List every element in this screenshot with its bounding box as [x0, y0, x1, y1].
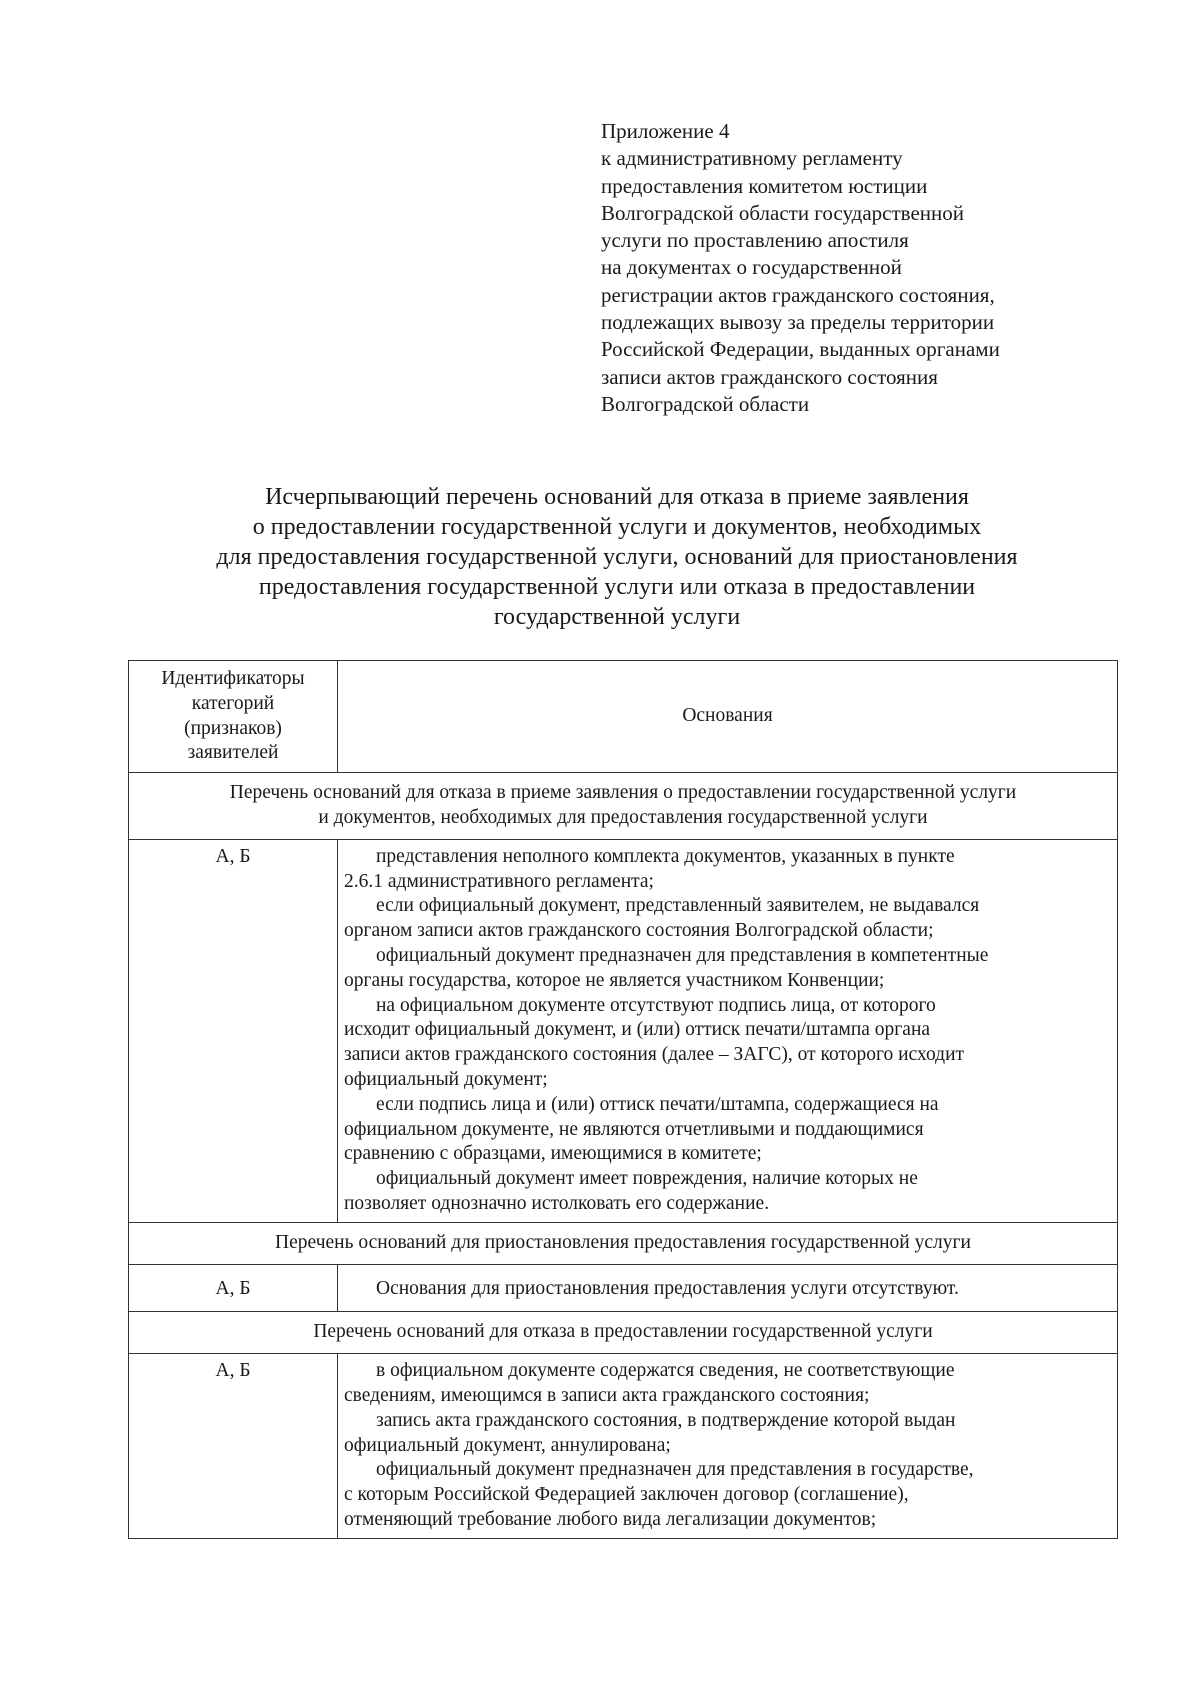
- basis-line: если официальный документ, представленный заявителем, не выдавался: [376, 895, 980, 917]
- basis-line: органом записи актов гражданского состояния Волгоградской области;: [344, 920, 934, 942]
- appendix-line: предоставления комитетом юстиции: [601, 173, 928, 198]
- basis-line: на официальном документе отсутствуют подпись лица, от которого: [376, 994, 936, 1016]
- title-line: Исчерпывающий перечень оснований для отказа в приеме заявления: [265, 484, 969, 510]
- basis-line: с которым Российской Федерацией заключен договор (соглашение),: [344, 1484, 909, 1506]
- basis-line: запись акта гражданского состояния, в подтверждение которой выдан: [376, 1409, 956, 1431]
- header-identifiers-line: категорий: [191, 692, 275, 714]
- appendix-line: Российской Федерации, выданных органами: [601, 337, 1000, 362]
- appendix-line: Волгоградской области государственной: [601, 200, 964, 225]
- section-title-row: [129, 1312, 1118, 1354]
- header-identifiers-cell: [129, 661, 338, 773]
- grounds-table: [128, 660, 1118, 1539]
- header-identifiers-line: Идентификаторы: [161, 668, 305, 689]
- appendix-line: Приложение 4: [601, 119, 730, 143]
- appendix-line: к административному регламенту: [601, 146, 903, 171]
- basis-line: сравнению с образцами, имеющимися в комитете;: [344, 1143, 762, 1165]
- basis-line: официальный документ;: [344, 1068, 548, 1090]
- appendix-line: Волгоградской области: [601, 391, 810, 416]
- appendix-line: услуги по проставлению апостиля: [601, 228, 909, 253]
- basis-line: официальный документ имеет повреждения, наличие которых не: [376, 1168, 918, 1190]
- basis-cell: [338, 839, 1118, 1222]
- appendix-line: подлежащих вывозу за пределы территории: [601, 310, 995, 335]
- section-title-refusal-service: Перечень оснований для отказа в предоставлении государственной услуги: [129, 1312, 1118, 1354]
- section-title-refusal-acceptance: [129, 773, 1118, 840]
- basis-line: официальный документ предназначен для представления в компетентные: [376, 944, 989, 966]
- title-line: о предоставлении государственной услуги и документов, необходимых: [252, 514, 982, 540]
- section-title-row: [129, 773, 1118, 840]
- document-title: [120, 482, 1114, 632]
- title-line: предоставления государственной услуги или отказа в предоставлении: [258, 574, 976, 600]
- applicant-id-cell: А, Б: [129, 1354, 338, 1539]
- section-title-suspension: Перечень оснований для приостановления предоставления государственной услуги: [129, 1222, 1118, 1264]
- applicant-id-cell: А, Б: [129, 1264, 338, 1312]
- basis-line: органы государства, которое не является участником Конвенции;: [344, 969, 885, 991]
- section-title-line: Перечень оснований для отказа в приеме заявления о предоставлении государственной услуги: [229, 782, 1017, 804]
- appendix-note: [601, 118, 1121, 418]
- basis-cell: [338, 1354, 1118, 1539]
- basis-line: официальный документ, аннулирована;: [344, 1434, 671, 1456]
- table-row: [129, 1354, 1118, 1539]
- title-line: государственной услуги: [493, 604, 741, 630]
- basis-line: официальный документ предназначен для представления в государстве,: [376, 1459, 974, 1481]
- applicant-id-cell: А, Б: [129, 839, 338, 1222]
- basis-line: исходит официальный документ, и (или) оттиск печати/штампа органа: [344, 1019, 931, 1041]
- section-title-line: и документов, необходимых для предоставления государственной услуги: [318, 806, 928, 828]
- title-line: для предоставления государственной услуги, оснований для приостановления: [216, 544, 1018, 570]
- basis-line: представления неполного комплекта документов, указанных в пункте: [376, 845, 955, 867]
- basis-line: в официальном документе содержатся сведения, не соответствующие: [376, 1360, 955, 1382]
- section-title-row: [129, 1222, 1118, 1264]
- table-header-row: [129, 661, 1118, 773]
- header-identifiers-line: заявителей: [187, 742, 279, 764]
- table-row: [129, 1264, 1118, 1312]
- basis-line: позволяет однозначно истолковать его содержание.: [344, 1192, 770, 1214]
- basis-line: официальном документе, не являются отчетливыми и поддающимися: [344, 1118, 924, 1140]
- basis-line: 2.6.1 административного регламента;: [344, 870, 654, 892]
- basis-line: отменяющий требование любого вида легализации документов;: [344, 1508, 877, 1530]
- header-basis-cell: Основания: [338, 661, 1118, 773]
- basis-line: записи актов гражданского состояния (далее – ЗАГС), от которого исходит: [344, 1044, 965, 1066]
- table-row: [129, 839, 1118, 1222]
- basis-line: сведениям, имеющимся в записи акта гражданского состояния;: [344, 1384, 870, 1406]
- basis-line: если подпись лица и (или) оттиск печати/штампа, содержащиеся на: [376, 1093, 939, 1115]
- header-identifiers-line: (признаков): [184, 717, 282, 739]
- appendix-line: регистрации актов гражданского состояния,: [601, 282, 995, 307]
- appendix-line: записи актов гражданского состояния: [601, 364, 938, 389]
- basis-cell: Основания для приостановления предоставления услуги отсутствуют.: [338, 1264, 1118, 1312]
- appendix-line: на документах о государственной: [601, 255, 902, 280]
